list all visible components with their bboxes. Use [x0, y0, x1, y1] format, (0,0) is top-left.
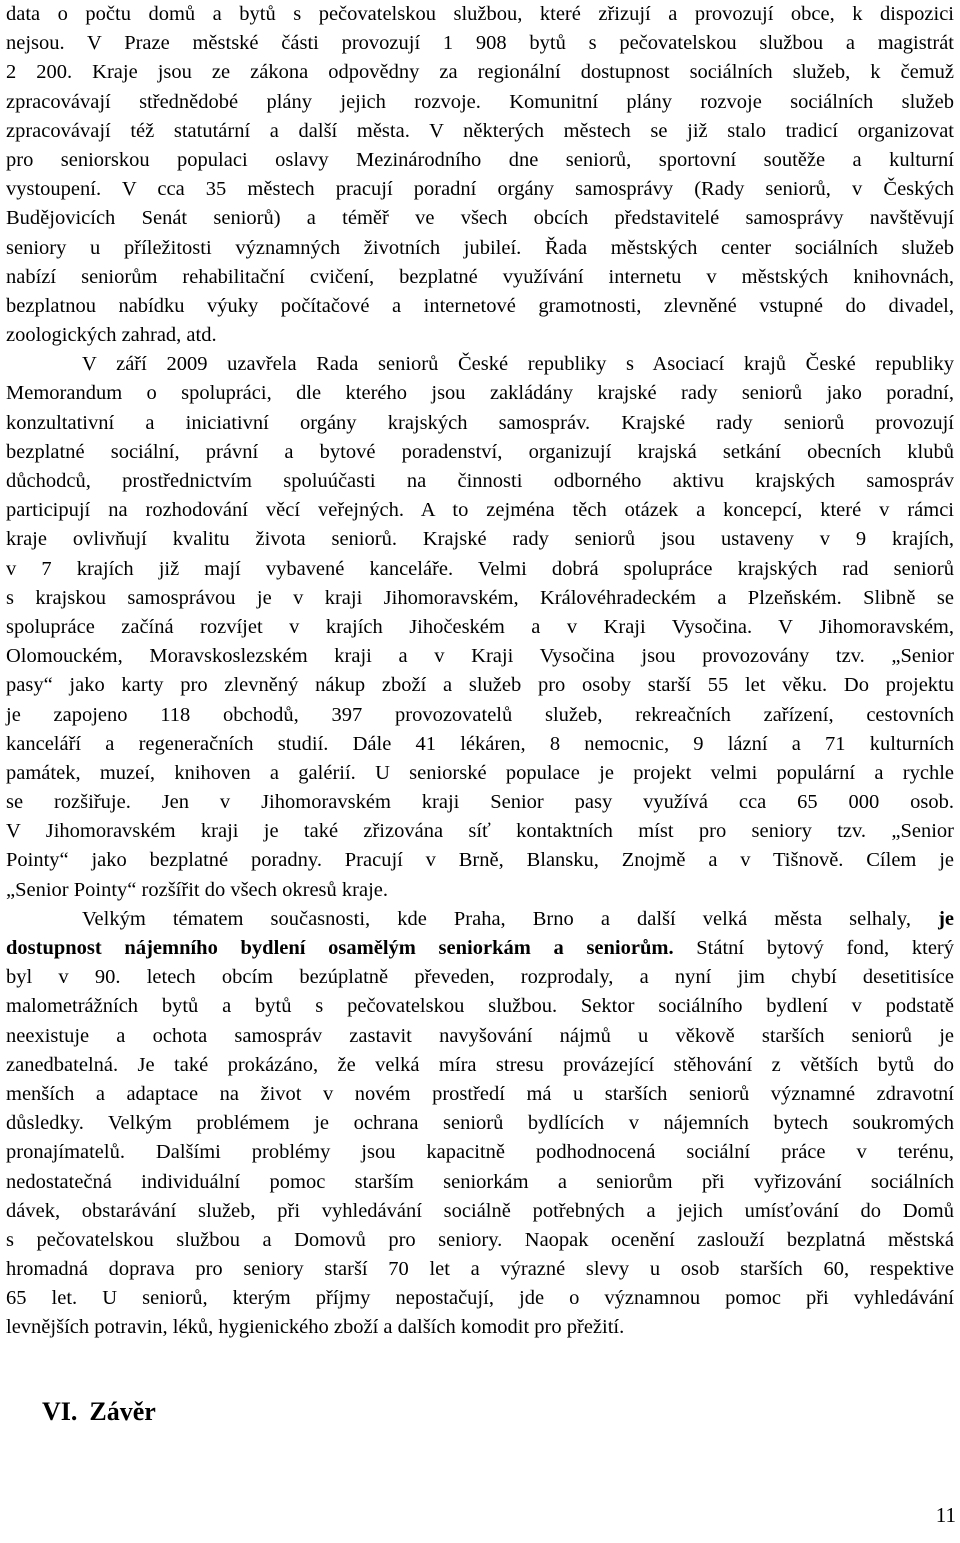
text-line: byl v 90. letech obcím bezúplatně převeden, rozprodaly, a nyní jim chybí desetitisíce [6, 966, 954, 989]
text-line: zoologických zahrad, atd. [6, 324, 217, 347]
text-line: památek, muzeí, knihoven a galérií. U seniorské populace je projekt velmi populární a rychle [6, 761, 954, 784]
text-line: vystoupení. V cca 35 městech pracují poradní orgány samosprávy (Rady seniorů, v Českých [6, 178, 954, 201]
text-line: kraje ovlivňují kvalitu života seniorů. Krajské rady seniorů jsou ustaveny v 9 krajích, [6, 528, 954, 551]
text-line: s krajskou samosprávou je v kraji Jihomoravském, Královéhradeckém a Plzeňském. Slibně se [6, 586, 954, 609]
text-line: Olomouckém, Moravskoslezském kraji a v Kraji Vysočina jsou provozovány tzv. „Senior [6, 645, 954, 668]
text-line: zpracovávají střednědobé plány jejich rozvoje. Komunitní plány rozvoje sociálních služeb [6, 90, 954, 113]
section-title: Závěr [89, 1397, 156, 1426]
text-line: 2 200. Kraje jsou ze zákona odpovědny za regionální dostupnost sociálních služeb, k čemuž [6, 61, 954, 84]
text-line: nabízí seniorům rehabilitační cvičení, bezplatné využívání internetu v městských knihovnách, [6, 265, 954, 288]
text-line: Pointy“ jako bezplatné poradny. Pracují v Brně, Blansku, Znojmě a v Tišnově. Cílem je [6, 849, 954, 872]
text-line [6, 905, 954, 934]
text-line: data o počtu domů a bytů s pečovatelskou službou, které zřizují a provozují obce, k dispozici [6, 3, 954, 25]
text-line: hromadná doprava pro seniory starší 70 let a výrazné slevy u osob starších 60, respektive [6, 1258, 954, 1281]
page-number: 11 [935, 1503, 956, 1527]
text-line: zpracovávají též statutární a další města. V některých městech se již stalo tradicí organizovat [6, 119, 954, 142]
text-line: pasy“ jako karty pro zlevněný nákup zboží a služeb pro osoby starší 55 let věku. Do projektu [6, 674, 954, 697]
text-line: s pečovatelskou službou a Domovů pro seniory. Naopak ocenění zaslouží bezplatná městská [6, 1228, 954, 1251]
text-line: neexistuje a ochota samospráv zastavit navyšování nájmů u věkově starších seniorů je [6, 1024, 954, 1047]
text-line: pronajímatelů. Dalšími problémy jsou kapacitně podhodnocená sociální práce v terénu, [6, 1141, 954, 1164]
text-line: 65 let. U seniorů, kterým příjmy nepostačují, jde o významnou pomoc při vyhledávání [6, 1287, 954, 1310]
text-line: je zapojeno 118 obchodů, 397 provozovatelů služeb, rekreačních zařízení, cestovních [6, 703, 954, 726]
text-line: bezplatnou nabídku výuky počítačové a internetové gramotnosti, zlevněné vstupné do divadel, [6, 294, 954, 317]
section-heading [42, 1392, 156, 1432]
text-line: důsledky. Velkým problémem je ochrana seniorů bydlících v nájemních bytech soukromých [6, 1112, 954, 1135]
text-line: participují na rozhodování věcí veřejných. A to zejména těch otázek a koncepcí, které v rámci [6, 499, 954, 522]
text-line: zanedbatelná. Je také prokázáno, že velká míra stresu provázející stěhování z větších bytů do [6, 1053, 954, 1076]
text-line: v 7 krajích již mají vybavené kanceláře. Velmi dobrá spolupráce krajských rad seniorů [6, 557, 954, 580]
emphasis-run: dostupnost nájemního bydlení osamělým seniorkám a seniorům. [6, 937, 674, 959]
text-line: Memorandum o spolupráci, dle kterého jsou zakládány krajské rady seniorů jako poradní, [6, 382, 954, 405]
text-line: pro seniorskou populaci oslavy Mezinárodního dne seniorů, sportovní soutěže a kulturní [6, 148, 954, 171]
text-line: levnějších potravin, léků, hygienického zboží a dalších komodit pro přežití. [6, 1316, 625, 1339]
text-line: malometrážních bytů a bytů s pečovatelskou službou. Sektor sociálního bydlení v podstatě [6, 995, 954, 1018]
text-line: nedostatečná individuální pomoc starším seniorkám a seniorům při vyřizování sociálních [6, 1170, 954, 1193]
text-line: dávek, obstarávání služeb, při vyhledávání sociálně potřebných a jejich umísťování do Domů [6, 1199, 954, 1222]
text-line: „Senior Pointy“ rozšířit do všech okresů kraje. [6, 878, 389, 901]
text-line: konzultativní a iniciativní orgány krajských samospráv. Krajské rady seniorů provozují [6, 411, 954, 434]
text-line: menších a adaptace na život v novém prostředí má u starších seniorů významné zdravotní [6, 1082, 954, 1105]
text-line: bezplatné sociální, právní a bytové poradenství, organizují krajská setkání obecních klubů [6, 440, 954, 463]
text-line: V září 2009 uzavřela Rada seniorů České republiky s Asociací krajů České republiky [82, 353, 954, 376]
section-number: VI. [42, 1397, 78, 1426]
text-line: se rozšiřuje. Jen v Jihomoravském kraji Senior pasy využívá cca 65 000 osob. [6, 791, 954, 814]
text-run: Státní bytový fond, který [696, 937, 954, 959]
document-body [6, 0, 954, 1343]
text-line: Budějovicích Senát seniorů) a téměř ve všech obcích představitelé samosprávy navštěvují [6, 207, 954, 230]
emphasis-run: je [938, 907, 954, 930]
text-line: seniory u příležitosti významných životních jubileí. Řada městských center sociálních služeb [6, 236, 954, 259]
text-run: Velkým tématem současnosti, kde Praha, Brno a další velká města selhaly, [82, 907, 911, 930]
text-line [6, 934, 954, 963]
text-line: nejsou. V Praze městské části provozují 1 908 bytů s pečovatelskou službou a magistrát [6, 32, 954, 55]
text-line: spolupráce začíná rozvíjet v krajích Jihočeském a v Kraji Vysočina. V Jihomoravském, [6, 615, 954, 638]
text-line: kanceláří a regeneračních studií. Dále 41 lékáren, 8 nemocnic, 9 lázní a 71 kulturních [6, 732, 954, 755]
text-line: důchodců, prostřednictvím spoluúčasti na činnosti odborného aktivu krajských samospráv [6, 470, 954, 492]
text-line: V Jihomoravském kraji je také zřizována síť kontaktních míst pro seniory tzv. „Senior [6, 820, 954, 843]
